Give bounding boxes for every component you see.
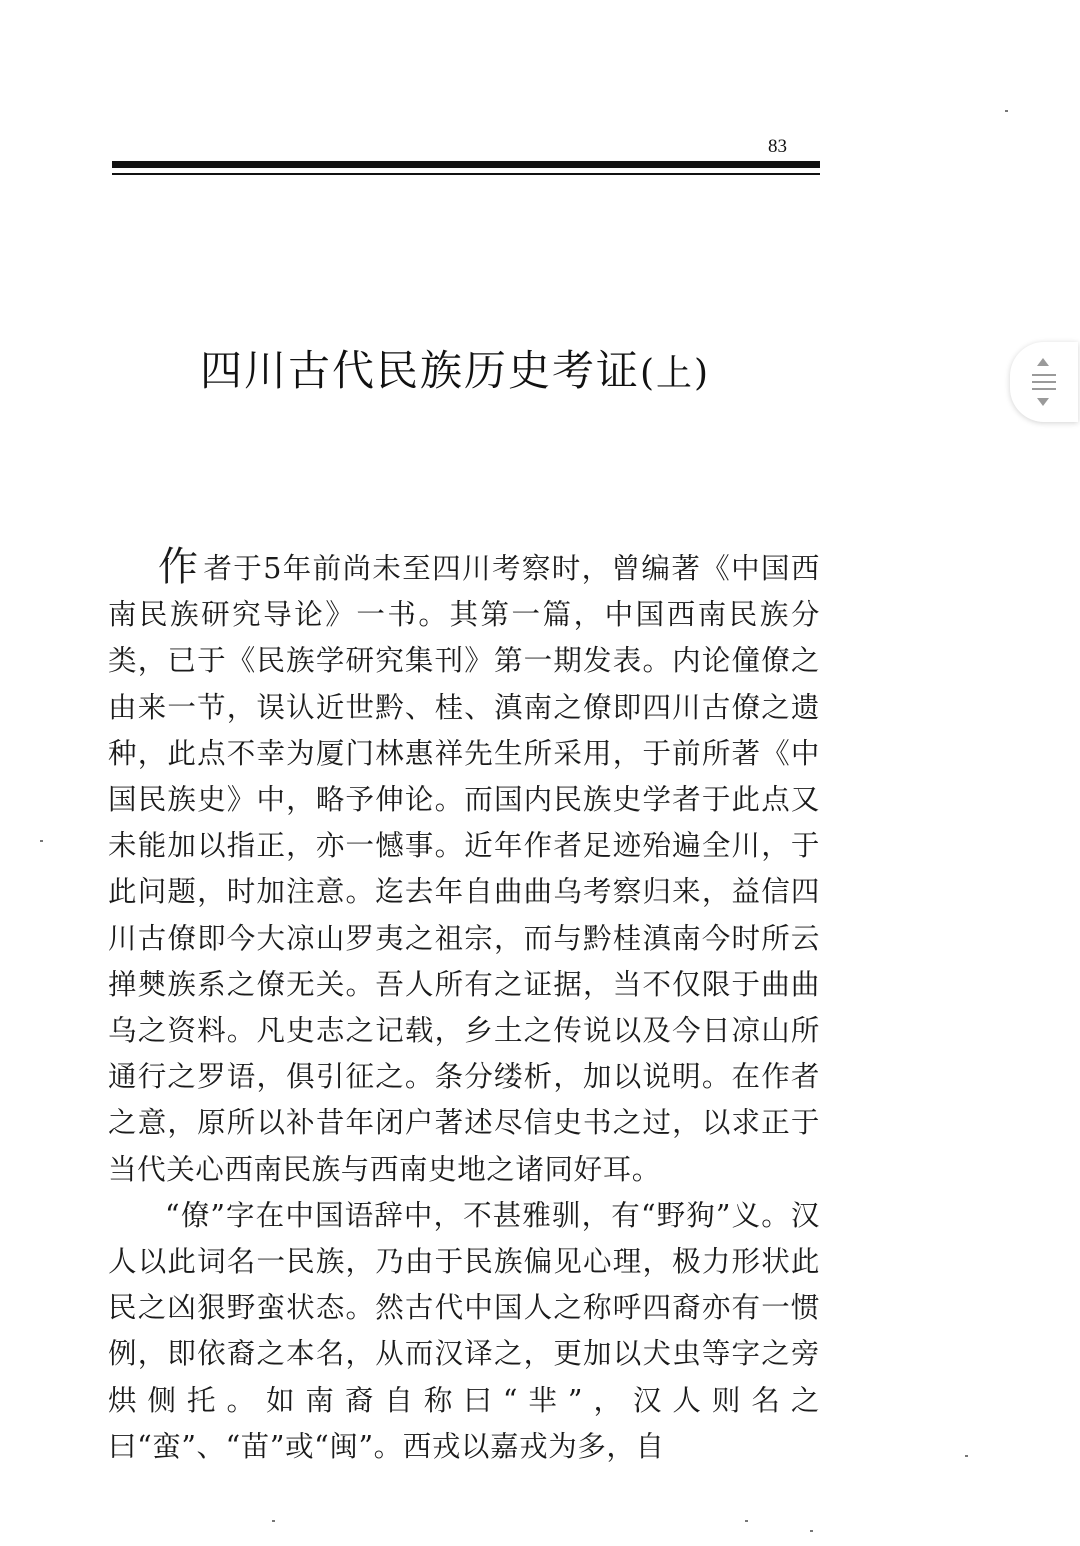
paragraph-2 xyxy=(108,1193,820,1470)
scan-speck xyxy=(965,1455,968,1457)
article-title: 四川古代民族历史考证 xyxy=(200,346,641,395)
header-rule-thin xyxy=(112,173,820,175)
article-title-block xyxy=(200,338,710,398)
drop-cap: 作 xyxy=(158,544,200,590)
scan-speck xyxy=(1005,110,1008,112)
article-body xyxy=(108,546,820,1470)
paragraph-2-text: “僚”字在中国语辞中，不甚雅驯，有“野狗”义。汉人以此词名一民族，乃由于民族偏见心理，极力形状此民之凶狠野蛮状态。然古代中国人之称呼四裔亦有一惯例，即依裔之本名，从而汉译之，更加以犬虫等字之旁烘侧托。如南裔自称曰“芈”，汉人则名之曰“蛮”、“苗”或“闽”。西戎以嘉戎为多，自 xyxy=(108,1198,820,1463)
scroll-handle-icon-line xyxy=(1032,388,1056,390)
scan-speck xyxy=(810,1530,813,1532)
scroll-up-icon[interactable] xyxy=(1037,358,1049,366)
scan-speck xyxy=(745,1520,748,1522)
scroll-handle-icon-line xyxy=(1032,381,1056,383)
scan-speck xyxy=(272,1520,275,1522)
scroll-widget[interactable] xyxy=(1010,342,1078,422)
scroll-handle-icon[interactable] xyxy=(1032,374,1056,376)
scroll-down-icon[interactable] xyxy=(1037,398,1049,406)
paragraph-1 xyxy=(108,546,820,1193)
scan-speck xyxy=(40,840,43,842)
article-title-suffix: (上) xyxy=(640,353,711,394)
paragraph-1-text: 者于5年前尚未至四川考察时，曾编著《中国西南民族研究导论》一书。其第一篇，中国西南民族分类，已于《民族学研究集刊》第一期发表。内论僮僚之由来一节，误认近世黔、桂、滇南之僚即四川古僚之遗种，此点不幸为厦门林惠祥先生所采用，于前所著《中国民族史》中，略予伸论。而国内民族史学者于此点又未能加以指正，亦一憾事。近年作者足迹殆遍全川，于此问题，时加注意。迄去年自曲曲乌考察归来，益信四川古僚即今大凉山罗夷之祖宗，而与黔桂滇南今时所云掸僰族系之僚无关。吾人所有之证据，当不仅限于曲曲乌之资料。凡史志之记载，乡土之传说以及今日凉山所通行之罗语，俱引征之。条分缕析，加以说明。在作者之意，原所以补昔年闭户著述尽信史书之过，以求正于当代关心西南民族与西南史地之诸同好耳。 xyxy=(108,552,821,1186)
page-number: 83 xyxy=(768,136,787,157)
header-rule-thick xyxy=(112,161,820,168)
